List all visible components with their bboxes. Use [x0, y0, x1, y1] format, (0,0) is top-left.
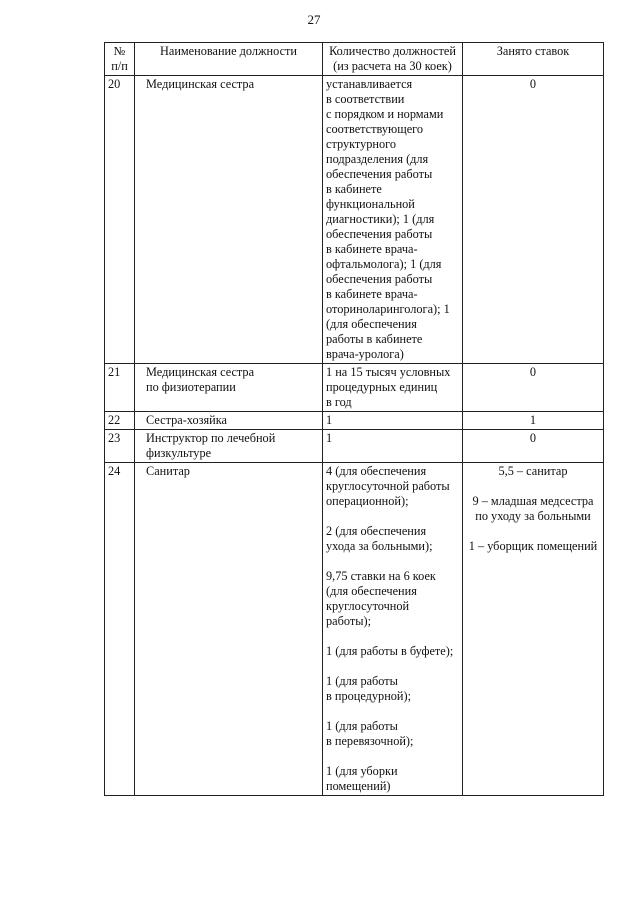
row-number: 21 [105, 364, 135, 412]
table-row [105, 430, 604, 463]
occupied-paragraph: 1 – уборщик помещений [468, 539, 598, 553]
table-body [105, 76, 604, 796]
occupied-paragraph: 1 [529, 413, 537, 427]
occupied-rates [463, 76, 604, 364]
position-name: Сестра-хозяйка [135, 412, 323, 430]
header-position: Наименование должности [135, 43, 323, 76]
occupied-paragraph: 0 [529, 431, 537, 445]
row-number: 20 [105, 76, 135, 364]
position-name: Медицинская сестра по физиотерапии [135, 364, 323, 412]
quantity-paragraph: устанавливается в соответствии с порядком и нормами соответствующего структурного подразделения (для обеспечения работы в кабинете функциональной диагностики); 1 (для обеспечения работы в кабинете врача- офтальмолога); 1 (для обеспечения работы в кабинете врача- оториноларинголога); 1 (для обеспечения работы в кабинете врача-уролога) [326, 77, 450, 361]
quantity-paragraph: 1 [326, 431, 333, 445]
quantity-paragraph: 1 (для уборки помещений) [326, 764, 398, 793]
header-occupied: Занято ставок [463, 43, 604, 76]
occupied-rates [463, 364, 604, 412]
row-number: 22 [105, 412, 135, 430]
row-number: 24 [105, 463, 135, 796]
table-row [105, 412, 604, 430]
header-quantity: Количество должностей (из расчета на 30 коек) [323, 43, 463, 76]
position-quantity [323, 463, 463, 796]
position-name: Инструктор по лечебной физкультуре [135, 430, 323, 463]
row-number: 23 [105, 430, 135, 463]
quantity-paragraph: 1 (для работы в буфете); [326, 644, 454, 658]
position-quantity [323, 364, 463, 412]
position-quantity [323, 430, 463, 463]
occupied-paragraph: 5,5 – санитар [498, 464, 568, 478]
occupied-paragraph: 0 [529, 365, 537, 379]
table-header-row [105, 43, 604, 76]
quantity-paragraph: 4 (для обеспечения круглосуточной работы операционной); [326, 464, 450, 508]
occupied-rates [463, 412, 604, 430]
quantity-paragraph: 1 на 15 тысяч условных процедурных единиц в год [326, 365, 451, 409]
quantity-paragraph: 1 (для работы в процедурной); [326, 674, 412, 703]
table-row [105, 76, 604, 364]
table-row [105, 364, 604, 412]
position-name: Медицинская сестра [135, 76, 323, 364]
header-num: № п/п [105, 43, 135, 76]
quantity-paragraph: 2 (для обеспечения ухода за больными); [326, 524, 433, 553]
page-number: 27 [307, 12, 321, 27]
occupied-paragraph: 9 – младшая медсестра по уходу за больными [472, 494, 594, 523]
table-row [105, 463, 604, 796]
position-name: Санитар [135, 463, 323, 796]
quantity-paragraph: 9,75 ставки на 6 коек (для обеспечения круглосуточной работы); [326, 569, 436, 628]
position-quantity [323, 76, 463, 364]
occupied-paragraph: 0 [529, 77, 537, 91]
occupied-rates [463, 463, 604, 796]
quantity-paragraph: 1 (для работы в перевязочной); [326, 719, 414, 748]
position-quantity [323, 412, 463, 430]
quantity-paragraph: 1 [326, 413, 333, 427]
staff-table [104, 42, 604, 796]
occupied-rates [463, 430, 604, 463]
